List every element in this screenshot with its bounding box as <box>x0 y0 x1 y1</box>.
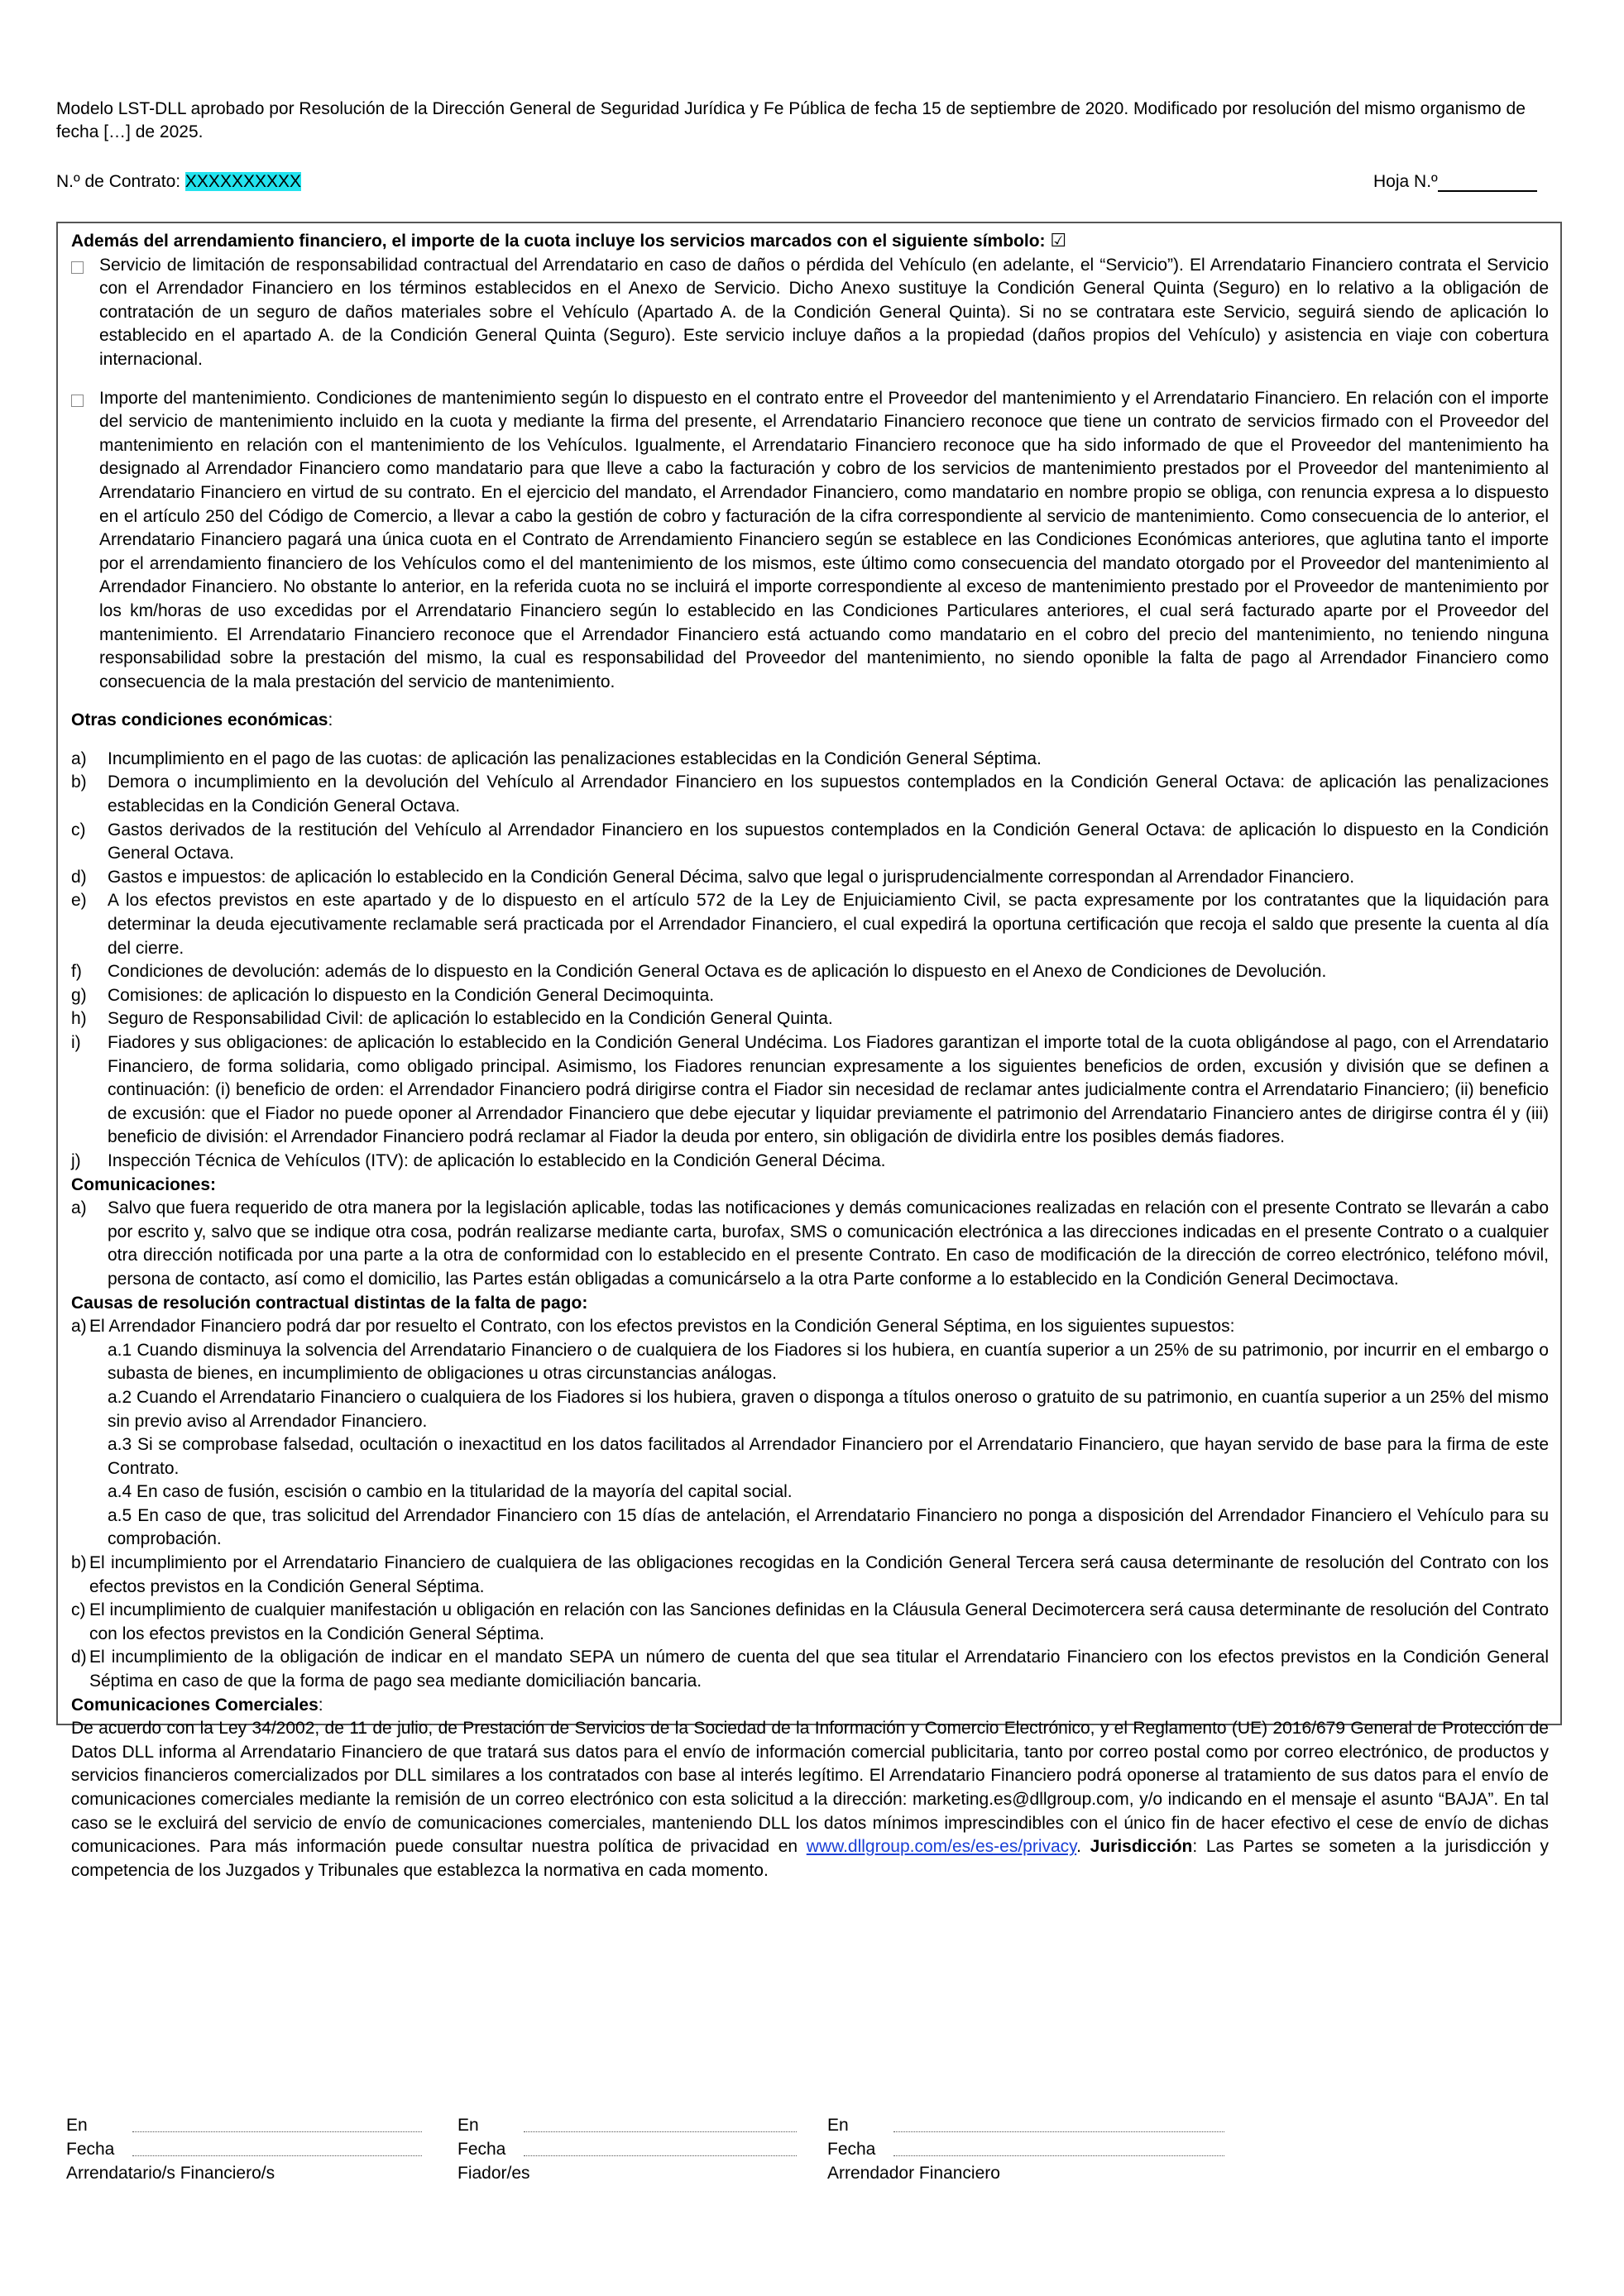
list-item <box>71 1599 1549 1646</box>
causas-subitem: a.2 Cuando el Arrendatario Financiero o cualquiera de los Fiadores si los hubiera, graven o disponga a títulos oneroso o gratuito de su patrimonio, en cuantía superior a un 25% del mismo sin previo aviso al Arrendador Financiero. <box>108 1387 1549 1431</box>
list-text: Salvo que fuera requerido de otra manera por la legislación aplicable, todas las notificaciones y demás comunicaciones realizadas en relación con el presente Contrato se llevarán a cabo por escrito y, salvo que se indique otra cosa, podrán realizarse mediante carta, burofax, SMS o comunicación electrónica a las direcciones indicadas en el presente Contrato o a cualquier otra dirección notificada por una parte a la otra de conformidad con lo establecido en el presente Contrato. En caso de modificación de la dirección de correo electrónico, teléfono móvil, persona de contacto, así como el domicilio, las Partes están obligadas a comunicárselo a la otra Parte conforme a lo establecido en la Condición General Decimoctava. <box>108 1198 1549 1289</box>
signature-block-arrendador: En Fecha Arrendador Financiero <box>827 2113 1224 2185</box>
date-field[interactable] <box>893 2142 1224 2156</box>
model-header: Modelo LST-DLL aprobado por Resolución de la Dirección General de Seguridad Jurídica y Fe Pública de fecha 15 de septiembre de 2020. Modificado por resolución del mismo organismo de fecha […] de 2025. <box>56 99 1526 141</box>
list-text: Demora o incumplimiento en la devolución del Vehículo al Arrendador Financiero en los supuestos contemplados en la Condición General Octava: de aplicación las penalizaciones establecidas en la Condición General Octava. <box>108 773 1549 816</box>
sheet-number-field[interactable] <box>1438 174 1537 192</box>
signature-role: Fiador/es <box>457 2164 530 2183</box>
comunicaciones-title: Comunicaciones: <box>71 1174 217 1194</box>
place-field[interactable] <box>132 2118 422 2132</box>
list-item <box>71 1031 1549 1150</box>
list-text: Fiadores y sus obligaciones: de aplicación lo establecido en la Condición General Undécima. Los Fiadores garantizan el importe total de la cuota obligándose al pago, con el Arrendatario Financiero, de forma solidaria, como obligado principal. Asimismo, los Fiadores renuncian expresamente a los siguientes beneficios de orden, excusión y división que se definen a continuación: (i) beneficio de orden: el Arrendador Financiero podrá dirigirse contra el Fiador sin necesidad de reclamar antes judicialmente contra el Arrendatario Financiero; (ii) beneficio de excusión: que el Fiador no puede oponer al Arrendador Financiero que debe ejecutar y liquidar previamente el patrimonio del Arrendatario Financiero antes de dirigirse contra él y (iii) beneficio de división: el Arrendador Financiero podrá reclamar al Fiador la deuda por entero, sin obligación de dividirla entre los posibles demás fiadores. <box>108 1033 1549 1147</box>
checked-box-icon: ☑ <box>1050 231 1067 251</box>
conditions-box <box>56 222 1562 1880</box>
list-marker: g) <box>71 985 87 1005</box>
list-item <box>71 1150 1549 1174</box>
list-text: Incumplimiento en el pago de las cuotas: de aplicación las penalizaciones establecidas en la Condición General Séptima. <box>108 749 1042 768</box>
checkbox-service-limitation[interactable] <box>71 261 84 274</box>
date-field[interactable] <box>132 2142 422 2156</box>
list-marker: b) <box>71 1553 87 1573</box>
otras-list <box>71 748 1549 1174</box>
list-text: El incumplimiento de cualquier manifestación u obligación en relación con las Sanciones definidas en la Cláusula General Decimotercera será causa determinante de resolución del Contrato con los efectos previstos en la Condición General Séptima. <box>89 1600 1549 1643</box>
causas-subitem: a.3 Si se comprobase falsedad, ocultación o inexactitud en los datos facilitados al Arrendador Financiero por el Arrendatario Financiero, que hayan servido de base para la firma de este Contrato. <box>108 1435 1549 1478</box>
place-field[interactable] <box>524 2118 797 2132</box>
service-text: Importe del mantenimiento. Condiciones de mantenimiento según lo dispuesto en el contrato entre el Proveedor del mantenimiento y el Arrendatario Financiero. En relación con el importe del servicio de mantenimiento incluido en la cuota y mediante la firma del presente, el Arrendatario Financiero reconoce que tiene un contrato de servicios firmado con el Proveedor del mantenimiento en relación con el mantenimiento de los Vehículos. Igualmente, el Arrendatario Financiero reconoce que ha sido informado de que el Proveedor del mantenimiento ha designado al Arrendador Financiero como mandatario para que lleve a cabo la facturación y cobro de los servicios de mantenimiento prestados por el Proveedor del mantenimiento al Arrendatario Financiero en virtud de su contrato. En el ejercicio del mandato, el Arrendador Financiero, como mandatario en nombre propio se obliga, con renuncia expresa a lo dispuesto en el artículo 250 del Código de Comercio, a llevar a cabo la gestión de cobro y facturación de la cifra correspondiente al servicio de mantenimiento. Como consecuencia de lo anterior, el Arrendatario Financiero pagará una única cuota en el Contrato de Arrendamiento Financiero según se establece en las Condiciones Económicas anteriores, que aglutina tanto el importe por el arrendamiento financiero de los Vehículos como el del mantenimiento de los mismos, este último como consecuencia del mandato otorgado por el Proveedor del mantenimiento al Arrendador Financiero. No obstante lo anterior, en la referida cuota no se incluirá el importe correspondiente al exceso de mantenimiento prestado por el Proveedor de mantenimiento por los km/horas de uso excedidas por el Arrendatario Financiero según lo establecido en las Condiciones Particulares anteriores, el cual será facturado aparte por el Proveedor del mantenimiento. El Arrendatario Financiero reconoce que el Arrendador Financiero está actuando como mandatario en el cobro del precio del mantenimiento, no teniendo ninguna responsabilidad sobre la prestación del mismo, la cual es responsabilidad del Proveedor del mantenimiento, no siendo oponible la falta de pago al Arrendador Financiero como consecuencia de la mala prestación del servicio de mantenimiento. <box>99 388 1549 691</box>
list-item <box>71 1007 1549 1031</box>
list-marker: i) <box>71 1033 81 1052</box>
comerciales-text: De acuerdo con la Ley 34/2002, de 11 de julio, de Prestación de Servicios de la Sociedad de la Información y Comercio Electrónico, y el Reglamento (UE) 2016/679 General de Protección de Datos DLL informa al Arrendatario Financiero de que tratará sus datos para el envío de información comercial publicitaria, tanto por correo postal como por correo electrónico, de productos y servicios financieros comercializados por DLL similares a los contratados con base al interés legítimo. El Arrendatario Financiero podrá oponerse al tratamiento de sus datos para el envío de comunicaciones comerciales mediante la remisión de un correo electrónico con esta solicitud a la dirección: marketing.es@dllgroup.com, y/o indicando en el mensaje el asunto “BAJA”. En tal caso se le excluirá del servicio de envío de comunicaciones comerciales, manteniendo DLL los datos mínimos imprescindibles con el único fin de hacer efectivo el cese de envío de dichas comunicaciones. Para más información puede consultar nuestra política de privacidad en www.dllgroup.com/es/es-es/privacy. Jurisdicción: Las Partes se someten a la jurisdicción y competencia de los Juzgados y Tribunales que establezca la normativa en cada momento. <box>71 1719 1550 1880</box>
list-text: El incumplimiento de la obligación de indicar en el mandato SEPA un número de cuenta del que sea titular el Arrendatario Financiero con los efectos previstos en la Condición General Séptima en caso de que la forma de pago sea mediante domiciliación bancaria. <box>89 1648 1549 1691</box>
list-text: A los efectos previstos en este apartado y de lo dispuesto en el artículo 572 de la Ley de Enjuiciamiento Civil, se pacta expresamente por los contratantes que la liquidación para determinar la deuda ejecutivamente reclamable será practicada por el Arrendador Financiero, el cual expedirá la oportuna certificación que recoja el saldo que presente la cuenta al día del cierre. <box>108 891 1549 958</box>
causas-list <box>71 1552 1549 1694</box>
causas-subitem: a.5 En caso de que, tras solicitud del Arrendador Financiero con 15 días de antelación, el Arrendatario Financiero no ponga a disposición del Arrendador Financiero el Vehículo para su comprobación. <box>108 1505 1549 1549</box>
signature-block-fiador: En Fecha Fiador/es <box>457 2113 797 2185</box>
list-marker: e) <box>71 891 87 911</box>
list-text: Inspección Técnica de Vehículos (ITV): de aplicación lo establecido en la Condición General Décima. <box>108 1150 886 1170</box>
list-item <box>71 866 1549 890</box>
list-marker: a) <box>71 749 87 768</box>
list-text: Seguro de Responsabilidad Civil: de aplicación lo establecido en la Condición General Quinta. <box>108 1009 833 1029</box>
service-item-maintenance <box>71 387 1549 695</box>
list-item <box>71 1552 1549 1599</box>
causas-subitem: a.1 Cuando disminuya la solvencia del Arrendatario Financiero o de cualquiera de los Fiadores si los hubiera, en cuantía superior a un 25% de su patrimonio, por incurrir en el embargo o subasta de bienes, en incumplimiento de obligaciones u otras circunstancias análogas. <box>108 1340 1549 1384</box>
list-item <box>71 748 1549 772</box>
signature-block-arrendatario: En Fecha Arrendatario/s Financiero/s <box>66 2113 422 2185</box>
list-marker: d) <box>71 1648 87 1667</box>
causas-subitem: a.4 En caso de fusión, escisión o cambio en la titularidad de la mayoría del capital social. <box>108 1482 793 1502</box>
otras-title: Otras condiciones económicas: <box>71 710 333 730</box>
list-marker: b) <box>71 773 87 792</box>
list-item <box>71 1646 1549 1693</box>
list-item <box>71 771 1549 818</box>
list-item <box>71 960 1549 984</box>
causas-title: Causas de resolución contractual distintas de la falta de pago: <box>71 1293 588 1313</box>
sheet-number <box>1373 172 1537 192</box>
contract-value: XXXXXXXXXX <box>184 172 301 191</box>
comerciales-title: Comunicaciones Comerciales: <box>71 1695 323 1715</box>
list-text: Gastos e impuestos: de aplicación lo establecido en la Condición General Décima, salvo que legal o jurisprudencialmente correspondan al Arrendador Financiero. <box>108 867 1355 887</box>
list-text: Comisiones: de aplicación lo dispuesto en la Condición General Decimoquinta. <box>108 985 715 1005</box>
signature-role: Arrendador Financiero <box>827 2164 1000 2183</box>
list-marker: f) <box>71 962 82 982</box>
list-marker: a) <box>71 1198 87 1218</box>
causas-item-a: a) El Arrendador Financiero podrá dar por resuelto el Contrato, con los efectos previstos en la Condición General Séptima, en los siguientes supuestos: <box>71 1317 1235 1337</box>
comunicaciones-list <box>71 1197 1549 1291</box>
list-item <box>71 889 1549 960</box>
service-item-limitation <box>71 254 1549 372</box>
list-text: Gastos derivados de la restitución del Vehículo al Arrendador Financiero en los supuestos contemplados en la Condición General Octava: de aplicación lo dispuesto en la Condición General Octava. <box>108 820 1549 863</box>
jurisdiccion-title: Jurisdicción <box>1090 1837 1193 1857</box>
jurisdiccion-text: : Las Partes se someten a la jurisdicción y competencia de los Juzgados y Tribunales que establezca la normativa en cada momento. <box>71 1837 1550 1880</box>
causas-subitems <box>71 1339 1549 1552</box>
service-text: Servicio de limitación de responsabilidad contractual del Arrendatario en caso de daños o pérdida del Vehículo (en adelante, el “Servicio”). El Arrendatario Financiero contrata el Servicio con el Arrendador Financiero en los términos establecidos en el Anexo de Servicio. Dicho Anexo sustituye la Condición General Quinta (Seguro) en lo relativo a la obligación de contratación de un seguro de daños materiales sobre el Vehículo (Apartado A. de la Condición General Quinta). Si no se contratara este Servicio, seguirá siendo de aplicación lo establecido en el apartado A. de la Condición General Quinta (Seguro). Este servicio incluye daños a la propiedad (daños propios del Vehículo) y asistencia en viaje con cobertura internacional. <box>99 255 1549 369</box>
list-marker: c) <box>71 1600 86 1620</box>
contract-label: N.º de Contrato: <box>56 172 181 191</box>
list-text: El incumplimiento por el Arrendatario Financiero de cualquiera de las obligaciones recogidas en la Condición General Tercera será causa determinante de resolución del Contrato con los efectos previstos en la Condición General Séptima. <box>89 1553 1549 1596</box>
list-marker: h) <box>71 1009 87 1029</box>
privacy-link[interactable]: www.dllgroup.com/es/es-es/privacy <box>806 1837 1077 1857</box>
contract-number <box>56 172 301 192</box>
date-field[interactable] <box>524 2142 797 2156</box>
services-intro: Además del arrendamiento financiero, el importe de la cuota incluye los servicios marcados con el siguiente símbolo: ☑ <box>71 231 1067 251</box>
sheet-label: Hoja N.º <box>1373 172 1438 191</box>
list-item <box>71 984 1549 1008</box>
list-item <box>71 819 1549 866</box>
list-text: Condiciones de devolución: además de lo dispuesto en la Condición General Octava es de aplicación lo dispuesto en el Anexo de Condiciones de Devolución. <box>108 962 1327 982</box>
list-item <box>71 1197 1549 1291</box>
list-marker: j) <box>71 1150 81 1170</box>
checkbox-service-maintenance[interactable] <box>71 395 84 407</box>
place-field[interactable] <box>893 2118 1224 2132</box>
list-marker: c) <box>71 820 86 839</box>
signature-role: Arrendatario/s Financiero/s <box>66 2164 275 2183</box>
list-marker: d) <box>71 867 87 887</box>
